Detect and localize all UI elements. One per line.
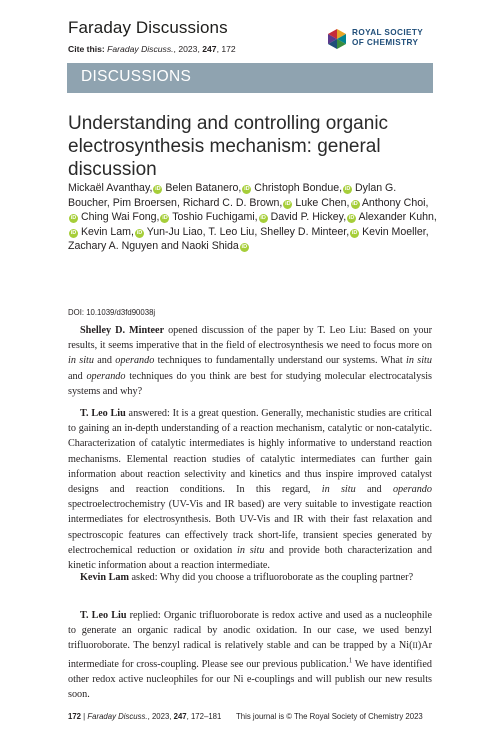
section-banner [67, 63, 433, 93]
discussion-paragraph-4 [68, 608, 432, 703]
speaker-name: T. Leo Liu [80, 610, 127, 621]
rsc-logo-text [352, 28, 423, 48]
orcid-icon[interactable]: iD [352, 200, 358, 207]
author-name: Anthony Choi, [361, 196, 429, 209]
rsc-logo-icon [325, 27, 349, 51]
rsc-logo [325, 27, 440, 53]
author-name: Belen Batanero, [165, 182, 242, 194]
cite-volume: 247 [202, 44, 217, 54]
author-name: Alexander Kuhn, [358, 211, 437, 224]
author-name: Luke Chen, [295, 196, 350, 209]
discussion-paragraph-2 [68, 406, 432, 573]
cite-year: , 2023, [173, 44, 203, 54]
orcid-icon[interactable]: iD [241, 244, 248, 251]
copyright-notice: This journal is © The Royal Society of Chemistry 2023 [236, 712, 423, 721]
orcid-icon[interactable]: iD [244, 186, 250, 192]
journal-name: Faraday Discussions [68, 18, 228, 37]
paragraph-text: answered: It is a great question. Generally, mechanistic studies are critical to gaining an in-depth understanding of a reaction mechanism, catalytic or non-catalytic. Characterization of catalytic intermediates is highly informative to understand reaction mechanisms. Elemental reaction studies of catalytic intermediates can further gain information about reaction selectivity and kinetics and thus inspire improved catalyst designs and reaction conditions. In this regard, in situ and operando spectroelectrochemistry (UV-Vis and IR based) are very suitable to investigate reaction intermediates for electrosynthesis. Both UV-Vis and IR with their fast relaxation and spectroscopic features can effectively track short-life, transient species generated by electrochemical reduction or oxidation in situ and provide both characterization and kinetic information about a reaction intermediate. [68, 408, 433, 572]
footer-year: , 2023, [147, 712, 174, 721]
author-name: Dylan G. Boucher, [68, 182, 397, 209]
orcid-icon[interactable]: iD [136, 229, 143, 236]
orcid-icon[interactable]: iD [70, 215, 77, 222]
footer-separator: | [81, 712, 88, 721]
author-name: and Naoki Shida [161, 240, 239, 253]
rsc-logo-line2: OF CHEMISTRY [352, 38, 419, 47]
author-list [68, 181, 438, 254]
speaker-name: T. Leo Liu [80, 408, 126, 419]
author-name: David P. Hickey, [270, 211, 347, 224]
paragraph-text: opened discussion of the paper by T. Leo Liu: Based on your results, it seems imperative that in the field of electrosynthesis we need to focus more on in situ and operando techniques to fundamentally understand our systems. What in situ and operando techniques do you think are best for studying molecular electrocatalysis systems and why? [68, 325, 433, 397]
article-title: Understanding and controlling organic electrosynthesis mechanism: general discussion [68, 113, 389, 180]
author-name: Shelley D. Minteer, [260, 225, 350, 238]
author-name: Richard C. D. Brown, [182, 196, 283, 209]
orcid-icon[interactable]: iD [285, 200, 291, 207]
cite-pages: , 172 [216, 44, 236, 54]
orcid-icon[interactable]: iD [344, 186, 351, 192]
footer-journal: Faraday Discuss. [87, 712, 148, 721]
cite-journal: Faraday Discuss. [107, 44, 174, 54]
speaker-name: Shelley D. Minteer [80, 325, 165, 336]
rsc-logo-line1: ROYAL SOCIETY [352, 28, 424, 37]
footer-volume: 247 [173, 712, 187, 721]
discussion-paragraph-1 [68, 323, 432, 399]
author-name: T. Leo Liu, [208, 225, 258, 238]
paragraph-text: asked: Why did you choose a trifluoroborate as the coupling partner? [128, 572, 414, 583]
speaker-name: Kevin Lam [80, 572, 129, 583]
author-name: Pim Broersen, [112, 196, 180, 209]
page-number: 172 [68, 712, 82, 721]
paragraph-text: replied: Organic trifluoroborate is redox active and used as a nucleophile to generate an organic radical by anodic oxidation. In our case, we used benzyl trifluoroborate. The benzyl radical is relatively stable and can be trapped by a Ni(II)Ar intermediate for cross-coupling. Please see our previous publication.$^1$ We have identified other redox active nucleophiles for our Ni e-couplings and will publish our new results soon. [68, 610, 432, 701]
author-name: Kevin Moeller, [362, 225, 429, 238]
cite-prefix: Cite this: [68, 44, 105, 54]
author-name: Yun-Ju Liao, [146, 225, 206, 238]
author-name: Mickaël Avanthay, [68, 182, 153, 194]
orcid-icon[interactable]: iD [70, 229, 77, 236]
footer-pages: , 172–181 [186, 712, 222, 721]
author-name: Kevin Lam, [80, 225, 134, 238]
author-name: Zachary A. Nguyen [68, 240, 159, 253]
orcid-icon[interactable]: iD [162, 215, 168, 222]
author-name: Christoph Bondue, [254, 182, 343, 194]
orcid-icon[interactable]: iD [351, 229, 358, 236]
author-name: Toshio Fuchigami, [172, 211, 258, 224]
cite-line [68, 44, 236, 54]
doi-link[interactable]: DOI: 10.1039/d3fd90038j [68, 308, 156, 317]
orcid-icon[interactable]: iD [155, 186, 161, 192]
author-name: Ching Wai Fong, [80, 211, 160, 224]
section-label: DISCUSSIONS [81, 68, 192, 85]
orcid-icon[interactable]: iD [348, 215, 355, 222]
orcid-icon[interactable]: iD [260, 215, 266, 222]
page-footer [68, 712, 221, 721]
discussion-paragraph-3 [68, 570, 432, 585]
